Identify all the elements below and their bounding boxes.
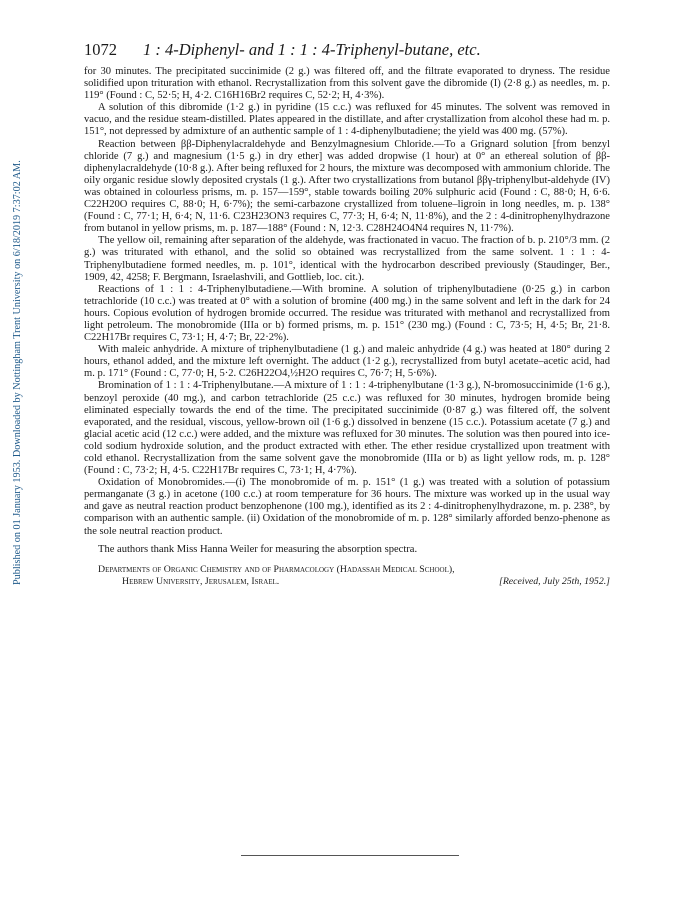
paragraph: With maleic anhydride. A mixture of triphenylbutadiene (1 g.) and maleic anhydride (4 g.) was heated at 180° during 2 hours, ethanol added, and the mixture left overnight. The adduct (1·2 g.), recrystallized from butyl acetate–acetic acid, had m. p. 171° (Found : C, 77·0; H, 5·2. C26H22O4,½H2O requires C, 76·7; H, 5·6%).	[84, 344, 610, 380]
paragraph: The yellow oil, remaining after separation of the aldehyde, was fractionated in vacuo. The fraction of b. p. 210°/3 mm. (2 g.) was triturated with ethanol, and the solid so obtained was recrystallized from the same solvent. 1 : 1 : 4-Triphenylbutadiene formed needles, m. p. 101°, identical with the hydrocarbon described previously (Staudinger, Ber., 1909, 42, 4258; F. Bergmann, Israelashvili, and Gottlieb, loc. cit.).	[84, 235, 610, 283]
affiliation-line-2: Hebrew University, Jerusalem, Israel.	[122, 575, 280, 587]
running-title: 1 : 4-Diphenyl- and 1 : 1 : 4-Triphenyl-butane, etc.	[143, 40, 481, 59]
body-text	[84, 66, 610, 556]
paragraph: Oxidation of Monobromides.—(i) The monobromide of m. p. 151° (1 g.) was treated with a solution of potassium permanganate (3 g.) in acetone (100 c.c.) at room temperature for 36 hours. The mixture was worked up in the usual way and gave as neutral reaction product benzophenone (100 mg.), identified as its 2 : 4-dinitrophenylhydrazone, m. p. 238°, by comparison with an authentic sample. (ii) Oxidation of the monobromide of m. p. 128° similarly afforded benzo-phenone as the sole neutral reaction product.	[84, 477, 610, 537]
end-rule	[241, 855, 459, 856]
affiliation-line-2-row	[98, 576, 610, 588]
paragraph: Bromination of 1 : 1 : 4-Triphenylbutane.—A mixture of 1 : 1 : 4-triphenylbutane (1·3 g.), N-bromosuccinimide (1·6 g.), benzoyl peroxide (40 mg.), and carbon tetrachloride (25 c.c.) was refluxed for 30 minutes, hydrogen bromide being eliminated especially towards the end of the time. The precipitated succinimide (0·87 g.) was filtered off, the solvent evaporated, and the residual, viscous, yellow-brown oil (1·6 g.) dissolved in benzene (15 c.c.). Potassium acetate (7 g.) and glacial acetic acid (12 c.c.) were added, and the mixture was refluxed for 30 minutes. The solution was then poured into ice-cold sodium hydroxide solution, and the product extracted with ether. The ether residue crystallized upon treatment with cold ethanol. Recrystallization from the same solvent gave the monobromide (IIIa or b) as light yellow rods, m. p. 128° (Found : C, 73·2; H, 4·5. C22H17Br requires C, 73·1; H, 4·7%).	[84, 380, 610, 477]
paragraph: for 30 minutes. The precipitated succinimide (2 g.) was filtered off, and the filtrate evaporated to dryness. The residue solidified upon trituration with ethanol. Recrystallization from this solvent gave the dibromide (I) (2·8 g.) as needles, m. p. 119° (Found : C, 52·5; H, 4·2. C16H16Br2 requires C, 52·2; H, 4·3%).	[84, 66, 610, 102]
paragraph: A solution of this dibromide (1·2 g.) in pyridine (15 c.c.) was refluxed for 45 minutes. The solvent was removed in vacuo, and the residue steam-distilled. Plates appeared in the distillate, and after crystallization from alcohol these had m. p. 151°, not depressed by admixture of an authentic sample of 1 : 4-diphenylbutadiene; the yield was 400 mg. (57%).	[84, 102, 610, 138]
article-page	[84, 40, 610, 588]
page-number: 1072	[84, 40, 117, 59]
paragraph: Reaction between ββ-Diphenylacraldehyde and Benzylmagnesium Chloride.—To a Grignard solution [from benzyl chloride (7 g.) and magnesium (1·5 g.) in dry ether] was added dropwise (1 hour) at 0° an ethereal solution of ββ-diphenylacraldehyde (10·8 g.). After being refluxed for 2 hours, the mixture was decomposed with ammonium chloride. The oily organic residue slowly deposited crystals (1 g.). After two crystallizations from butanol ββγ-triphenylbut-aldehyde (IV) was obtained in colourless prisms, m. p. 157—159°, stable towards boiling 20% sulphuric acid (Found : C, 88·0; H, 6·6. C22H20O requires C, 88·0; H, 6·7%); the semi-carbazone crystallized from toluene–ligroin in long needles, m. p. 138° (Found : C, 77·1; H, 6·4; N, 11·6. C23H23ON3 requires C, 77·3; H, 6·4; N, 11·8%), and the 2 : 4-dinitrophenylhydrazone from butanol in yellow prisms, m. p. 187—188° (Found : N, 12·3. C28H24O4N4 requires N, 11·7%).	[84, 138, 610, 235]
acknowledgement: The authors thank Miss Hanna Weiler for measuring the absorption spectra.	[98, 543, 418, 555]
affiliation-line-1: Departments of Organic Chemistry and of Pharmacology (Hadassah Medical School),	[98, 563, 455, 575]
received-date: [Received, July 25th, 1952.]	[499, 575, 610, 587]
page-header	[84, 40, 610, 60]
download-watermark-text: Published on 01 January 1953. Downloaded by Nottingham Trent University on 6/18/2019 7:37:02 AM.	[12, 160, 23, 585]
paragraph: Reactions of 1 : 1 : 4-Triphenylbutadiene.—With bromine. A solution of triphenylbutadiene (0·25 g.) in carbon tetrachloride (10 c.c.) was treated at 0° with a solution of bromine (400 mg.) in the same solvent and left in the dark for 24 hours. Copious evolution of hydrogen bromide occurred. The residue was triturated with methanol and recrystallized from light petroleum. The monobromide (IIIa or b) formed prisms, m. p. 151° (230 mg.) (Found : C, 73·5; H, 4·5; Br, 21·8. C22H17Br requires C, 73·1; H, 4·7; Br, 22·2%).	[84, 283, 610, 344]
download-watermark	[4, 95, 23, 585]
affiliation-block	[84, 564, 610, 588]
